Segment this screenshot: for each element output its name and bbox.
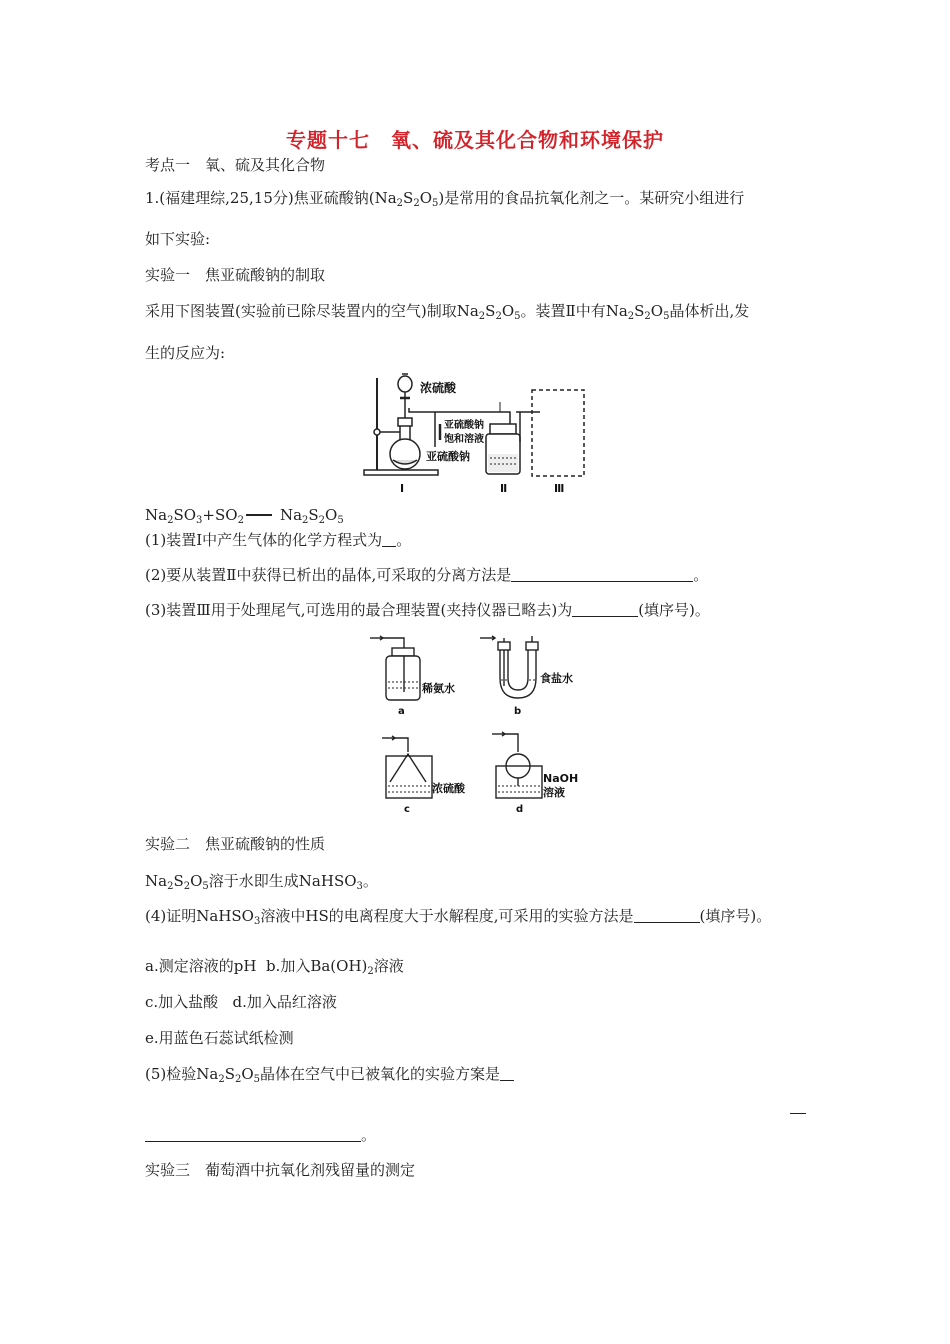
experiment-2-text: $Na_2S_2O_5$溶于水即生成NaHSO$_3$。 — [145, 872, 378, 892]
answer-blank-1[interactable] — [382, 531, 396, 547]
question-1-intro: 1.(福建理综,25,15分)焦亚硫酸钠$(Na_2S_2O_5)$是常用的食品抗氧化剂之一。某研究小组进行 — [145, 189, 745, 209]
page-title: 专题十七 氧、硫及其化合物和环境保护 — [286, 128, 664, 152]
question-1-5: (5)检验$Na_2S_2O_5$晶体在空气中已被氧化的实验方案是 — [145, 1064, 514, 1084]
label-conc-acid: 浓硫酸 — [420, 381, 457, 395]
question-1-3: (3)装置Ⅲ用于处理尾气,可选用的最合理装置(夹持仪器已略去)为 (填序号)。 — [145, 601, 710, 619]
section-heading: 考点一 氧、硫及其化合物 — [145, 156, 326, 174]
experiment-1-text-line2: 生的反应为: — [145, 344, 226, 362]
question-1-1: (1)装置Ⅰ中产生气体的化学方程式为 。 — [145, 531, 412, 549]
option-letter-a: a — [398, 706, 405, 717]
options-line-2: c.加入盐酸 d.加入品红溶液 — [145, 993, 337, 1011]
options-line-3: e.用蓝色石蕊试纸检测 — [145, 1029, 294, 1047]
question-1-intro-line2: 如下实验: — [145, 230, 211, 248]
answer-blank-3[interactable] — [572, 601, 638, 617]
question-1-4: (4)证明NaHSO$_3$溶液中HS的电离程度大于水解程度,可采用的实验方法是 (填序号)。 — [145, 907, 772, 927]
answer-blank-5c[interactable] — [145, 1126, 361, 1142]
answer-blank-5a[interactable] — [500, 1065, 514, 1081]
label-solution: 溶液 — [543, 786, 565, 799]
answer-blank-2[interactable] — [511, 566, 693, 582]
experiment-1-text: 采用下图装置(实验前已除尽装置内的空气)制取$Na_2S_2O_5$。装置Ⅱ中有$Na_2S_2O_5$晶体析出,发 — [145, 302, 750, 322]
reaction-equation: $Na_2SO_3+SO_2$ $Na_2S_2O_5$ — [145, 506, 344, 526]
experiment-2-heading: 实验二 焦亚硫酸钠的性质 — [145, 835, 326, 853]
question-1-2: (2)要从装置Ⅱ中获得已析出的晶体,可采取的分离方法是 。 — [145, 566, 709, 584]
label-naoh: NaOH — [543, 772, 579, 785]
option-letter-b: b — [514, 706, 522, 717]
equals-sign — [246, 514, 272, 516]
absorber-options-figure — [370, 636, 590, 816]
label-sodium-sulfite-sat: 亚硫酸钠 — [444, 420, 484, 431]
label-sodium-sulfite: 亚硫酸钠 — [426, 450, 470, 463]
label-III: Ⅲ — [554, 482, 565, 495]
label-saturated-solution: 饱和溶液 — [444, 434, 484, 445]
option-letter-d: d — [516, 804, 524, 815]
apparatus-figure — [360, 372, 600, 497]
option-letter-c: c — [404, 804, 410, 815]
question-1-5-continued: 。 — [145, 1125, 376, 1145]
label-II: Ⅱ — [500, 482, 508, 495]
label-I: Ⅰ — [400, 482, 405, 495]
label-salt-water: 食盐水 — [540, 672, 573, 685]
experiment-1-heading: 实验一 焦亚硫酸钠的制取 — [145, 266, 326, 284]
answer-blank-5b[interactable] — [790, 1113, 806, 1114]
options-line-1: a.测定溶液的pH b.加入$Ba(OH)_2$溶液 — [145, 957, 404, 977]
answer-blank-4[interactable] — [634, 907, 700, 923]
label-dilute-ammonia: 稀氨水 — [422, 682, 455, 695]
label-conc-sulfuric: 浓硫酸 — [432, 782, 465, 795]
experiment-3-heading: 实验三 葡萄酒中抗氧化剂残留量的测定 — [145, 1161, 416, 1179]
